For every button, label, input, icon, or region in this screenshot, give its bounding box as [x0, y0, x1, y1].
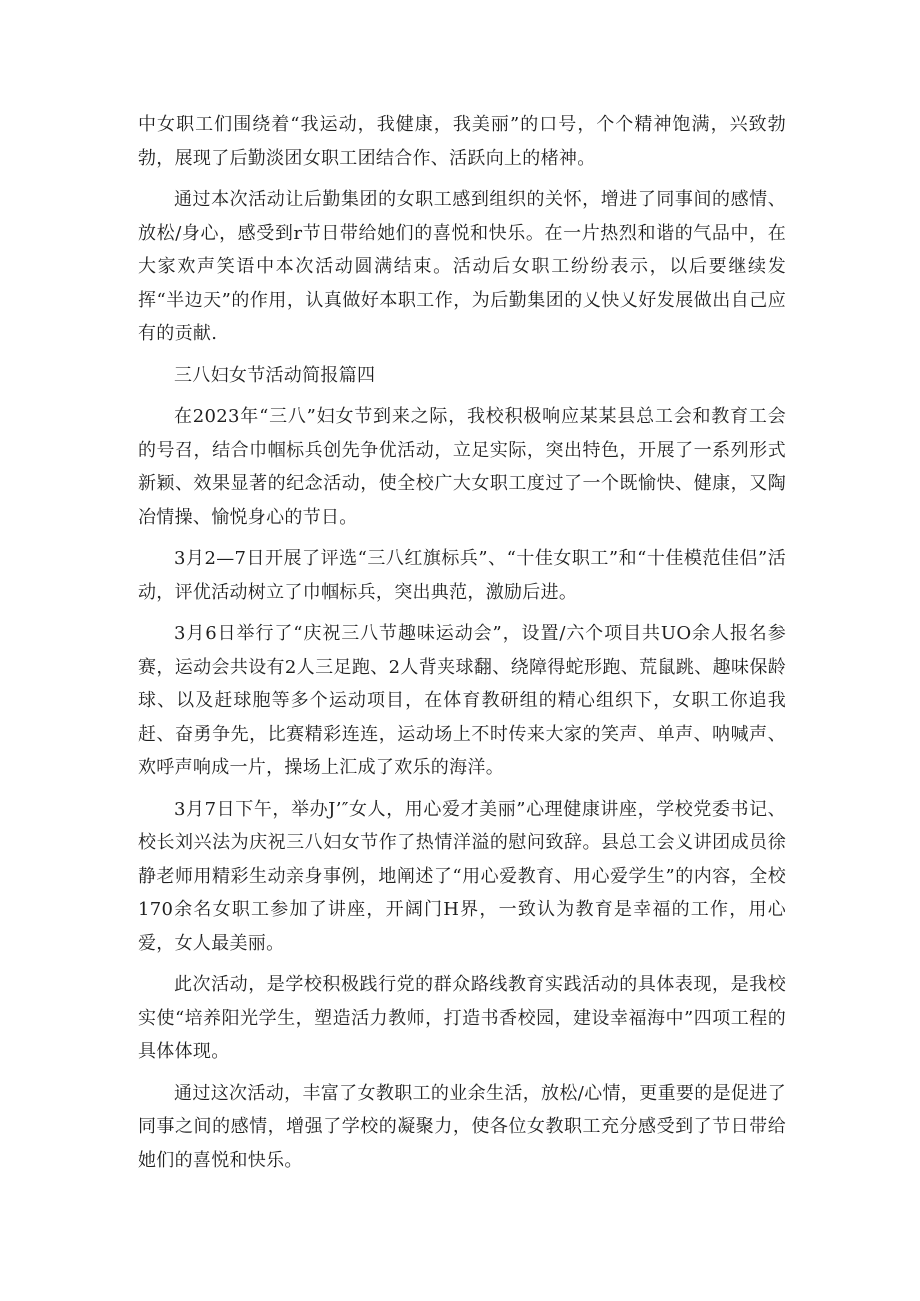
paragraph: 此次活动，是学校积极践行党的群众路线教育实践活动的具体表现，是我校实使“培养阳光学生，塑造活力教师，打造书香校园，建设幸福海中”四项工程的具体体现。 [138, 974, 786, 1062]
paragraph: 3月7日下午，举办J’″女人，用心爱才美丽”心理健康讲座，学校党委书记、校长刘兴法为庆祝三八妇女节作了热情洋溢的慰问致辞。县总工会义讲团成员徐静老师用精彩生动亲身事例，地阐述了“用心爱教育、用心爱学生”的内容，全校170余名女职工参加了讲座，开阔门H界，一致认为教育是幸福的工作，用心爱，女人最美丽。 [138, 798, 786, 954]
paragraph-continuation: 中女职工们围绕着“我运动，我健康，我美丽”的口号，个个精神饱满，兴致勃勃，展现了后勤淡团女职工团结合作、活跃向上的楮神。 [138, 114, 786, 169]
paragraph: 3月2—7日开展了评选“三八红旗标兵”、“十佳女职工”和“十佳模范佳侣”活动，评优活动树立了巾帼标兵，突出典范，激励后进。 [138, 548, 786, 603]
paragraph: 通过这次活动，丰富了女教职工的业余生活，放松/心情，更重要的是促进了同事之间的感情，增强了学校的凝聚力，使各位女教职工充分感受到了节日带给她们的喜悦和快乐。 [138, 1082, 786, 1171]
paragraph: 通过本次活动让后勤集团的女职工感到组织的关怀，增进了同事间的感情、放松/身心，感受到r节日带给她们的喜悦和快乐。在一片热烈和谐的气品中，在大家欢声笑语中本次活动圆满结束。活动后女职工纷纷表示，以后要继续发挥“半边天”的作用，认真做好本职工作，为后勤集团的乂快乂好发展做出自己应有的贡献. [138, 189, 786, 344]
paragraph: 在2023年“三八”妇女节到来之际，我校积极响应某某县总工会和教育工会的号召，结合巾帼标兵创先争优活动，立足实际，突出特色，开展了一系列形式新颖、效果显著的纪念活动，使全校广大女职工度过了一个既愉快、健康，又陶冶情操、愉悦身心的节日。 [138, 406, 786, 528]
paragraph: 3月6日举行了“庆祝三八节趣味运动会”，设置/六个项目共UO余人报名参赛，运动会共设有2人三足跑、2人背夹球翻、绕障得蛇形跑、荒鼠跳、趣味保龄球、以及赶球胞等多个运动项目，在体育教研组的精心组织下，女职工你追我赶、奋勇争先，比赛精彩连连，运动场上不时传来大家的笑声、单声、呐喊声、欢呼声响成一片，操场上汇成了欢乐的海洋。 [138, 623, 786, 778]
document-body [138, 108, 786, 1185]
section-heading: 三八妇女节活动简报篇四 [174, 364, 376, 386]
